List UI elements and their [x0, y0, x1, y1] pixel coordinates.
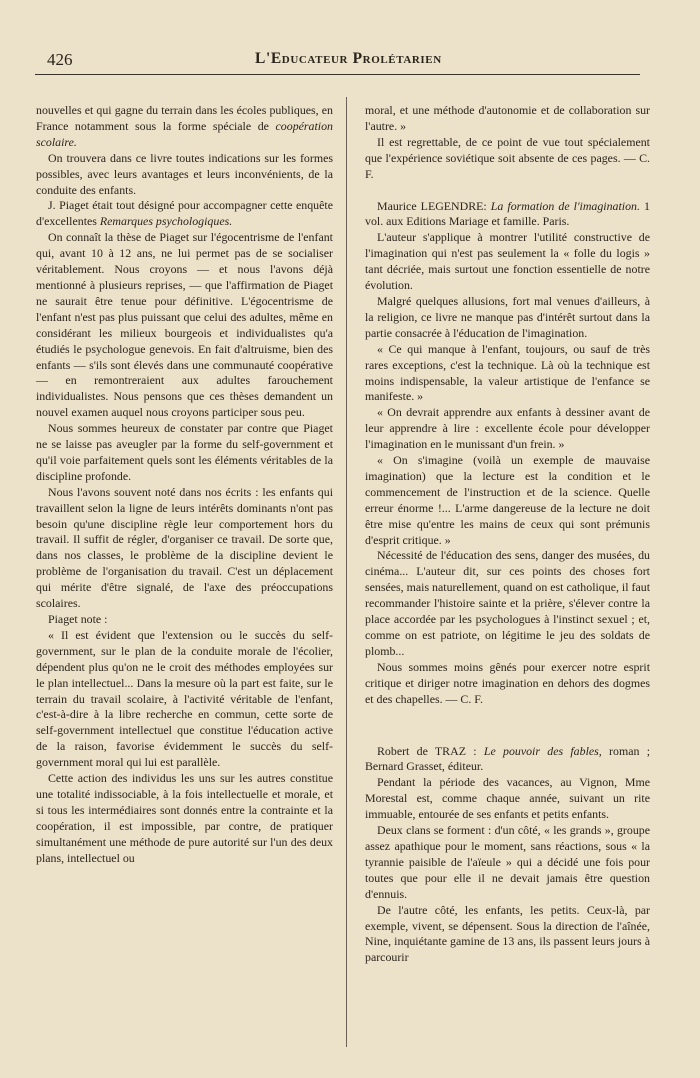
paragraph-text: J. Piaget était tout désigné pour accompagner cette enquête d'excellentes — [36, 198, 333, 229]
paragraph-text: nouvelles et qui gagne du terrain dans les écoles publiques, en France notamment sous la forme spéciale de — [36, 103, 333, 133]
column-divider — [346, 97, 347, 1047]
right-column — [365, 103, 650, 966]
review-publisher: 1 vol. aux Editions Mariage et famille. Paris. — [365, 198, 650, 229]
paragraph: Pendant la période des vacances, au Vignon, Mme Morestal est, comme chaque année, suivant un rite immuable, entourée de ses enfants et petits enfants. — [365, 775, 650, 822]
page-header — [35, 44, 640, 75]
review-book-title: La formation de l'imagination. — [490, 198, 640, 213]
paragraph: Nous l'avons souvent noté dans nos écrits : les enfants qui travaillent selon la ligne de leurs intérêts dominants n'ont pas besoin qu'une discipline règle leur comportement hors du travail. Il suffit de régler, d'organiser ce travail. De sorte que, dans nos classes, le problème de la discipline devient le problème de l'organisation du travail. C'est un déplacement qui mérite d'être signalé, de l'axe des préoccupations scolaires. — [36, 484, 333, 611]
paragraph: Cette action des individus les uns sur les autres constitue une totalité indissociable, à la fois intellectuelle et morale, et si tous les intermédiaires sont donnés entre la contrainte et la coopération, il est impossible, par contre, de pratiquer simultanément une méthode de pure autorité sur l'un des deux plans, intellectuel ou — [36, 771, 333, 865]
review-author: Maurice LEGENDRE: — [377, 198, 491, 213]
paragraph: Deux clans se forment : d'un côté, « les grands », groupe assez apathique pour le moment, sans réactions, sous « la tyrannie paisible de l'aïeule » qui a décidé une fois pour toutes que pour elle il ne devait jamais être question d'ennuis. — [365, 823, 650, 901]
quote-paragraph: « Ce qui manque à l'enfant, toujours, ou sauf de très rares exceptions, c'est la technique. Là où la technique est moins indispensable, la valeur artistique de l'enfance se manifeste. » — [365, 341, 650, 404]
review-heading — [365, 744, 650, 776]
quote-paragraph: « On s'imagine (voilà un exemple de mauvaise imagination) que la lecture est la condition et le commencement de l'instruction et de la science. Quelle erreur énorme !... L'arme dangereuse de la lecture ne doit être mise qu'entre les mains de ceux qui sont prémunis d'esprit critique. » — [365, 453, 650, 547]
paragraph: Il est regrettable, de ce point de vue tout spécialement que l'expérience soviétique soit absente de ces pages. — C. F. — [365, 134, 650, 181]
journal-title: L'Educateur Prolétarien — [255, 50, 442, 67]
page-number: 426 — [47, 50, 73, 69]
section-gap — [365, 708, 650, 744]
quote-paragraph: moral, et une méthode d'autonomie et de collaboration sur l'autre. » — [365, 103, 650, 133]
paragraph: On trouvera dans ce livre toutes indications sur les formes possibles, avec leurs avantages et leurs inconvénients, de la conduite des enfants. — [36, 150, 333, 197]
paragraph — [36, 103, 333, 151]
quote-paragraph: « On devrait apprendre aux enfants à dessiner avant de leur apprendre à lire : excellente école pour développer l'imagination en le munissant d'un frein. » — [365, 405, 650, 452]
quote-paragraph: « Il est évident que l'extension ou le succès du self-government, sur le plan de la conduite morale de l'écolier, dépendent plus qu'on ne le croit des méthodes employées sur le plan intellectuel... Dans la mesure où la part est faite, sur le terrain du travail scolaire, à l'activité véritable de l'enfant, c'est-à-dire à la libre recherche en commun, cette sorte de self-government intellectuel que constitue l'éducation active de la raison, favorise évidemment le succès du self-government moral qui lui est parallèle. — [36, 627, 333, 770]
paragraph — [36, 198, 333, 230]
left-column — [36, 103, 333, 867]
review-book-title: Le pouvoir des fables, — [483, 743, 602, 758]
review-author: Robert de TRAZ : — [377, 743, 484, 758]
paragraph: De l'autre côté, les enfants, les petits. Ceux-là, par exemple, vivent, se dépensent. Sous la direction de l'aînée, Nine, inquiétante gamine de 13 ans, ils passent leurs jours à parcourir — [365, 902, 650, 965]
paragraph: Nécessité de l'éducation des sens, danger des musées, du cinéma... L'auteur dit, sur ces points des choses fort sensées, mais naturellement, quand on est catholique, il faut recommander l'histoire sainte et la prière, s'élever contre la place accordée par les psychologues à l'instinct sexuel ; et, comme on est patriote, on légitime le jeu des soldats de plomb... — [365, 548, 650, 658]
review-heading — [365, 199, 650, 231]
emphasis-text: Remarques psychologiques. — [99, 214, 233, 229]
paragraph: L'auteur s'applique à montrer l'utilité constructive de l'imagination qui n'est pas seulement la « folle du logis » tant décriée, mais surtout une fonction essentielle de notre évolution. — [365, 230, 650, 293]
paragraph: Nous sommes moins gênés pour exercer notre esprit critique et diriger notre imagination en dehors des dogmes et des chapelles. — C. F. — [365, 659, 650, 706]
review-publisher: roman ; Bernard Grasset, éditeur. — [365, 743, 650, 774]
paragraph: Malgré quelques allusions, fort mal venues d'ailleurs, à la religion, ce livre ne manque pas d'intérêt surtout dans la partie consacrée à l'éducation de l'imagination. — [365, 293, 650, 340]
emphasis-text: coopération scolaire. — [36, 118, 333, 149]
paragraph: Nous sommes heureux de constater par contre que Piaget ne se laisse pas aveugler par la forme du self-government et qu'il voie parfaitement quels sont les éléments véritables de la discipline profonde. — [36, 421, 333, 483]
paragraph: On connaît la thèse de Piaget sur l'égocentrisme de l'enfant qui, avant 10 à 12 ans, ne lui permet pas de se socialiser véritablement. Nous croyons — et nous l'avons déjà mentionné à plusieurs reprises, — que l'affirmation de Piaget ne saurait être tenue pour définitive. L'égocentrisme de l'enfant n'est pas plus puissant que celui des adultes, même en considérant les milieux bourgeois et individualistes qu'a étudiés le psychologue genevois. En fait d'altruisme, bien des enfants — s'ils sont élevés dans une communauté coopérative — en remontreraient aux adultes farouchement individualistes. Nous pensons que ces thèses demandent un nouvel examen auquel nous croyons participer sous peu. — [36, 230, 333, 420]
section-gap — [365, 183, 650, 199]
paragraph: Piaget note : — [48, 612, 108, 626]
